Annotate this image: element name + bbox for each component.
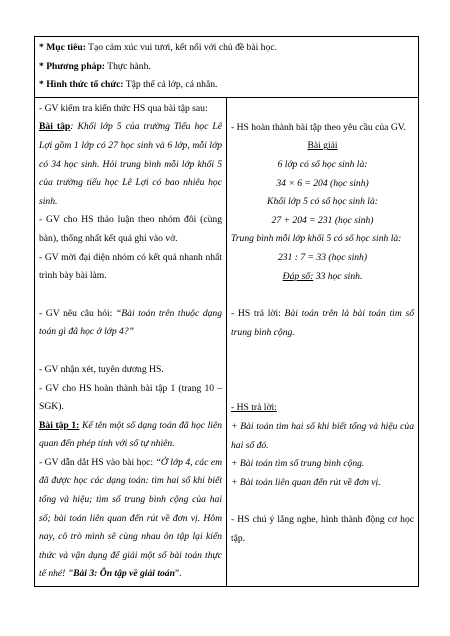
teacher-p4-plain: - GV nêu câu hỏi: [39,307,116,319]
student-s2 [231,305,414,342]
spacer [231,342,414,361]
solution-line-2: 34 × 6 = 204 (học sinh) [276,177,369,189]
muc-tieu-line [39,39,414,58]
student-s2-answer: Bài toán trên là bài toán tìm số trung bình cộng. [231,308,415,338]
header-row [35,37,419,98]
solution-line-3: Khối lớp 5 có số học sinh là: [267,196,378,208]
teacher-p4-question: “Bài toán trên thuộc dạng toán gì đã học ở lớp 4?” [39,307,223,338]
phuong-phap-label: * Phương pháp: [39,60,105,72]
lesson-table [34,36,419,587]
teacher-p5: - GV nhận xét, tuyên dương HS. [39,363,164,375]
phuong-phap-text: Thực hành. [105,60,151,72]
spacer [39,286,222,305]
solution-line-1: 6 lớp có số học sinh là: [277,158,368,170]
bai-giai-heading: Bài giải [307,140,338,152]
muc-tieu-text: Tạo cảm xúc vui tươi, kết nối với chủ đề bài học. [85,42,277,53]
student-s6: + Bài toán liên quan đến rút về đơn vị. [231,476,381,488]
spacer [231,361,414,380]
bai-tap-text: : Khối lớp 5 của trường Tiểu học Lê Lợi gồm 1 lớp có 27 học sinh và 6 lớp, mỗi lớp có 34 học sinh. Hỏi trung bình mỗi lớp khối 5 của trường tiểu học Lê Lợi có bao nhiêu học sinh. [39,121,222,207]
student-s5: + Bài toán tìm số trung bình cộng. [231,458,365,470]
hinh-thuc-label: * Hình thức tổ chức: [39,79,124,91]
solution-line-6: 231 : 7 = 33 (học sinh) [277,251,368,263]
content-row [35,97,419,586]
student-s1: - HS hoàn thành bài tập theo yêu cầu của GV. [231,121,406,133]
bai-tap-label: Bài tập [39,121,71,133]
student-s2-plain: - HS trả lời: [231,308,285,320]
teacher-column [35,97,227,586]
teacher-p4 [39,305,222,342]
hinh-thuc-text: Tập thể cả lớp, cá nhân. [123,79,218,91]
bai-tap-para [39,118,222,211]
teacher-p1: - GV kiểm tra kiến thức HS qua bài tập sau: [39,102,208,114]
header-cell [35,37,419,98]
lesson-page [34,36,418,587]
dap-so-label: Đáp số: [282,270,314,282]
dap-so-text: 33 học sinh. [313,270,363,282]
solution-line-5: Trung bình mỗi lớp khối 5 có số học sinh là: [231,233,402,245]
hinh-thuc-line [39,76,414,95]
spacer [39,342,222,361]
teacher-p2: - GV cho HS thảo luận theo nhóm đôi (cùng bàn), thống nhất kết quả ghi vào vở. [39,214,222,244]
teacher-p7-plain: - GV dẫn dắt HS vào bài học: [39,456,156,468]
dap-so-line [231,268,414,287]
spacer [231,286,414,305]
teacher-p7-quote: “Ở lớp 4, các em đã được học các dạng toán: tìm hai số khi biết tổng và hiệu; tìm số trung bình cộng của hai số; bài toán liên quan đến rút về đơn vị. Hôm nay, cô trò mình sẽ cùng nhau ôn tập lại kiến thức và vận dụng để giải một số bài toán thực tế nhé! ” [39,456,222,580]
muc-tieu-label: * Mục tiêu: [39,42,86,53]
student-s4: + Bài toán tìm hai số khi biết tổng và hiệu của hai số đó. [231,420,415,451]
student-s3: - HS trả lời: [231,402,277,414]
teacher-p7-end: ”. [174,568,182,580]
teacher-p7-lesson-title: Bài 3: Ôn tập về giải toán [73,568,175,580]
teacher-p7 [39,454,222,584]
solution-line-4: 27 + 204 = 231 (học sinh) [271,214,374,226]
bai-tap-1-label: Bài tập 1: [39,419,80,431]
student-s7: - HS chú ý lắng nghe, hình thành động cơ học tập. [231,514,415,544]
phuong-phap-line [39,58,414,77]
spacer [231,380,414,399]
spacer [231,492,414,511]
student-column [227,97,419,586]
bai-tap-1-para [39,417,222,454]
bai-tap-1-text: Kể tên một số dạng toán đã học liên quan đến phép tính với số tự nhiên. [39,419,222,450]
spacer [231,100,414,119]
teacher-p3: - GV mời đại diện nhóm có kết quả nhanh nhất trình bày bài làm. [39,251,222,282]
teacher-p6: - GV cho HS hoàn thành bài tập 1 (trang 10 – SGK). [39,382,222,413]
